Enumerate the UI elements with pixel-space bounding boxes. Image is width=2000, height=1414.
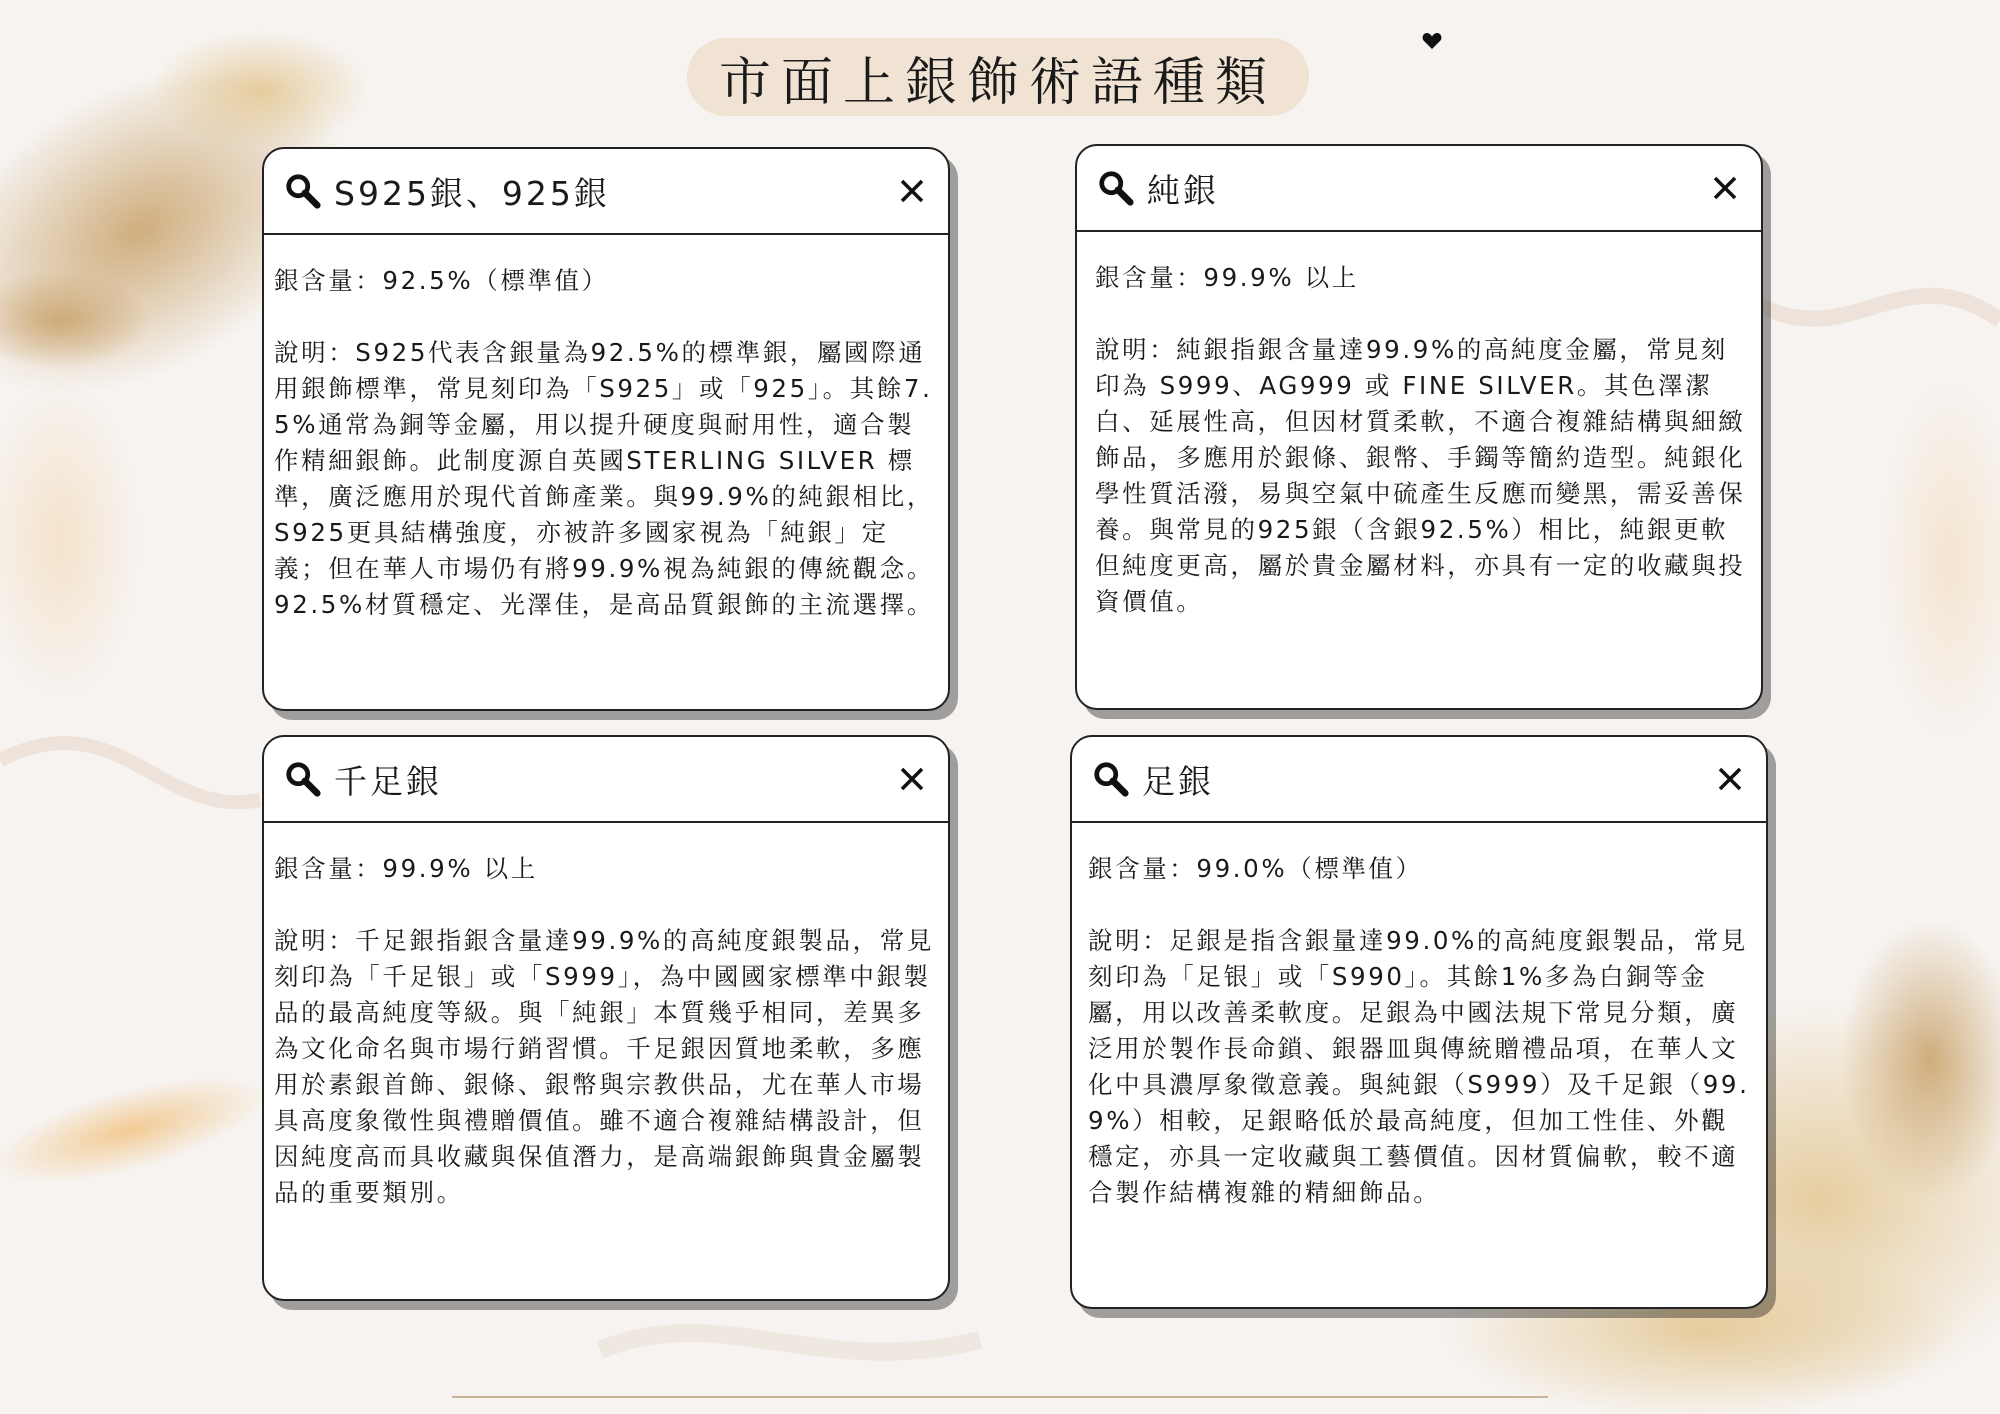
card-body	[264, 823, 948, 1211]
card-title: S925銀、925銀	[334, 173, 610, 213]
card-header	[1077, 146, 1761, 232]
card-body	[1077, 232, 1761, 620]
heart-icon	[1422, 32, 1442, 50]
card-body	[1072, 823, 1766, 1211]
card-s925	[262, 147, 950, 711]
card-header	[264, 149, 948, 235]
card-header	[1072, 737, 1766, 823]
card-pure-silver	[1075, 144, 1763, 710]
card-title: 足銀	[1142, 761, 1214, 801]
silver-content: 銀含量：99.9% 以上	[1095, 263, 1359, 292]
close-icon[interactable]	[898, 177, 926, 205]
silver-content: 銀含量：99.0%（標準值）	[1088, 854, 1423, 883]
close-icon[interactable]	[1716, 765, 1744, 793]
card-body	[264, 235, 948, 623]
close-icon[interactable]	[898, 765, 926, 793]
card-zu-silver	[1070, 735, 1768, 1309]
silver-content: 銀含量：92.5%（標準值）	[274, 266, 609, 295]
description: 說明：足銀是指含銀量達99.0%的高純度銀製品，常見刻印為「足银」或「S990」。其餘1%多為白銅等金屬，用以改善柔軟度。足銀為中國法規下常見分類，廣泛用於製作長命鎖、銀器皿與傳統贈禮品項，在華人文化中具濃厚象徵意義。與純銀（S999）及千足銀（99.9%）相較，足銀略低於最高純度，但加工性佳、外觀穩定，亦具一定收藏與工藝價值。因材質偏軟，較不適合製作結構複雜的精細飾品。	[1088, 926, 1750, 1207]
close-icon[interactable]	[1711, 174, 1739, 202]
description: 說明：純銀指銀含量達99.9%的高純度金屬，常見刻印為 S999、AG999 或 FINE SILVER。其色澤潔白、延展性高，但因材質柔軟，不適合複雜結構與細緻飾品，多應用於銀條、銀幣、手鐲等簡約造型。純銀化學性質活潑，易與空氣中硫產生反應而變黑，需妥善保養。與常見的925銀（含銀92.5%）相比，純銀更軟但純度更高，屬於貴金屬材料，亦具有一定的收藏與投資價值。	[1095, 335, 1746, 616]
card-qianzu-silver	[262, 735, 950, 1301]
page-title: 市面上銀飾術語種類	[718, 52, 1277, 113]
search-icon	[1097, 169, 1135, 207]
description: 說明：S925代表含銀量為92.5%的標準銀，屬國際通用銀飾標準，常見刻印為「S925」或「925」。其餘7.5%通常為銅等金屬，用以提升硬度與耐用性，適合製作精細銀飾。此制度源自英國STERLING SILVER 標準，廣泛應用於現代首飾產業。與99.9%的純銀相比，S925更具結構強度，亦被許多國家視為「純銀」定義；但在華人市場仍有將99.9%視為純銀的傳統觀念。92.5%材質穩定、光澤佳，是高品質銀飾的主流選擇。	[274, 338, 934, 619]
search-icon	[284, 760, 322, 798]
card-title: 純銀	[1147, 170, 1219, 210]
card-header	[264, 737, 948, 823]
footer-divider	[452, 1396, 1548, 1398]
page-title-banner	[687, 38, 1309, 116]
description: 說明：千足銀指銀含量達99.9%的高純度銀製品，常見刻印為「千足银」或「S999」，為中國國家標準中銀製品的最高純度等級。與「純銀」本質幾乎相同，差異多為文化命名與市場行銷習慣。千足銀因質地柔軟，多應用於素銀首飾、銀條、銀幣與宗教供品，尤在華人市場具高度象徵性與禮贈價值。雖不適合複雜結構設計，但因純度高而具收藏與保值潛力，是高端銀飾與貴金屬製品的重要類別。	[274, 926, 934, 1207]
card-title: 千足銀	[334, 761, 442, 801]
search-icon	[1092, 760, 1130, 798]
silver-content: 銀含量：99.9% 以上	[274, 854, 538, 883]
search-icon	[284, 172, 322, 210]
